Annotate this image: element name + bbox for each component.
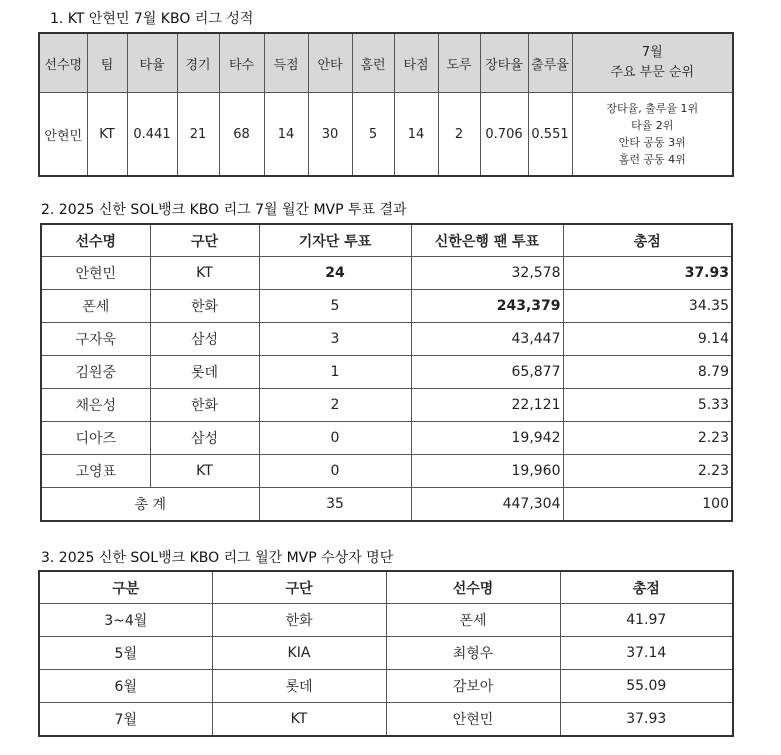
rank-header-month: 7월 [641,45,663,60]
total-score-cell: 2.23 [563,455,732,488]
table-row [41,356,732,389]
stat-cell: 14 [394,93,438,177]
table-row [41,290,732,323]
kt-anhyunmin-july-stats-table [38,32,734,177]
header-cell: 타수 [219,33,264,93]
team-cell: KT [150,257,259,290]
header-cell: 구단 [212,571,386,604]
header-cell: 안타 [308,33,352,93]
header-cell: 경기 [177,33,219,93]
total-score-cell: 2.23 [563,422,732,455]
table-row [41,323,732,356]
header-cell: 출루율 [528,33,572,93]
total-score-cell: 37.14 [560,637,733,670]
total-row [41,488,732,522]
stat-cell: 5 [352,93,394,177]
rank-header-label: 주요 부문 순위 [610,65,695,80]
player-cell: 폰세 [386,604,560,637]
total-score-cell: 5.33 [563,389,732,422]
fan-vote-cell: 19,960 [411,455,563,488]
rank-line: 안타 공동 3위 [618,136,686,149]
header-cell: 득점 [264,33,308,93]
table-row [39,604,733,637]
press-vote-cell: 24 [259,257,411,290]
total-score-cell: 37.93 [563,257,732,290]
total-label-cell: 총 계 [41,488,259,522]
header-cell: 팀 [87,33,127,93]
header-cell: 선수명 [41,224,150,257]
rank-cell [572,93,733,177]
press-vote-cell: 1 [259,356,411,389]
stat-cell: 2 [438,93,480,177]
table-row [41,422,732,455]
table-header-row [41,224,732,257]
table-row [39,670,733,703]
total-score-total-cell: 100 [563,488,732,522]
rank-line: 홈런 공동 4위 [618,153,686,166]
header-cell: 선수명 [386,571,560,604]
table-row [39,703,733,737]
rank-line: 장타율, 출루율 1위 [606,102,699,115]
total-score-cell: 34.35 [563,290,732,323]
stat-cell: 30 [308,93,352,177]
section-1-title: 1. KT 안현민 7월 KBO 리그 성적 [50,11,254,27]
stat-cell: 0.441 [127,93,177,177]
period-cell: 7월 [39,703,212,737]
press-vote-cell: 0 [259,422,411,455]
team-cell: KIA [212,637,386,670]
header-cell: 도루 [438,33,480,93]
fan-vote-cell: 43,447 [411,323,563,356]
stat-cell: 21 [177,93,219,177]
team-cell: 한화 [212,604,386,637]
press-vote-cell: 0 [259,455,411,488]
fan-vote-cell: 32,578 [411,257,563,290]
header-cell: 신한은행 팬 투표 [411,224,563,257]
mvp-vote-result-table [40,223,733,522]
total-score-cell: 9.14 [563,323,732,356]
header-cell: 총점 [563,224,732,257]
player-cell: 안현민 [386,703,560,737]
stat-cell: 0.706 [480,93,528,177]
header-cell: 구분 [39,571,212,604]
press-vote-cell: 2 [259,389,411,422]
stat-cell: 안현민 [39,93,87,177]
rank-line: 타율 2위 [631,119,674,132]
fan-vote-total-cell: 447,304 [411,488,563,522]
period-cell: 5월 [39,637,212,670]
header-cell: 기자단 투표 [259,224,411,257]
team-cell: 롯데 [150,356,259,389]
player-cell: 디아즈 [41,422,150,455]
team-cell: 한화 [150,290,259,323]
total-score-cell: 55.09 [560,670,733,703]
stat-cell: 14 [264,93,308,177]
table-header-row [39,33,733,93]
team-cell: KT [212,703,386,737]
player-cell: 고영표 [41,455,150,488]
fan-vote-cell: 65,877 [411,356,563,389]
stat-cell: KT [87,93,127,177]
total-score-cell: 41.97 [560,604,733,637]
period-cell: 6월 [39,670,212,703]
fan-vote-cell: 19,942 [411,422,563,455]
player-cell: 최형우 [386,637,560,670]
table-row [39,93,733,177]
team-cell: 롯데 [212,670,386,703]
player-cell: 감보아 [386,670,560,703]
press-vote-cell: 3 [259,323,411,356]
header-cell: 총점 [560,571,733,604]
player-cell: 안현민 [41,257,150,290]
fan-vote-cell: 243,379 [411,290,563,323]
stat-cell: 68 [219,93,264,177]
header-cell: 타점 [394,33,438,93]
player-cell: 폰세 [41,290,150,323]
table-header-row [39,571,733,604]
table-row [41,389,732,422]
monthly-mvp-winners-table [38,570,734,737]
table-row [39,637,733,670]
section-2-title: 2. 2025 신한 SOL뱅크 KBO 리그 7월 월간 MVP 투표 결과 [41,202,407,218]
player-cell: 구자욱 [41,323,150,356]
header-cell: 타율 [127,33,177,93]
press-vote-total-cell: 35 [259,488,411,522]
team-cell: 삼성 [150,323,259,356]
table-row [41,257,732,290]
header-cell: 장타율 [480,33,528,93]
press-vote-cell: 5 [259,290,411,323]
header-cell: 구단 [150,224,259,257]
team-cell: KT [150,455,259,488]
section-3-title: 3. 2025 신한 SOL뱅크 KBO 리그 월간 MVP 수상자 명단 [41,550,394,566]
total-score-cell: 37.93 [560,703,733,737]
team-cell: 한화 [150,389,259,422]
team-cell: 삼성 [150,422,259,455]
stat-cell: 0.551 [528,93,572,177]
table-row [41,455,732,488]
fan-vote-cell: 22,121 [411,389,563,422]
rank-header-cell [572,33,733,93]
player-cell: 채은성 [41,389,150,422]
header-cell: 선수명 [39,33,87,93]
player-cell: 김원중 [41,356,150,389]
total-score-cell: 8.79 [563,356,732,389]
period-cell: 3~4월 [39,604,212,637]
header-cell: 홈런 [352,33,394,93]
